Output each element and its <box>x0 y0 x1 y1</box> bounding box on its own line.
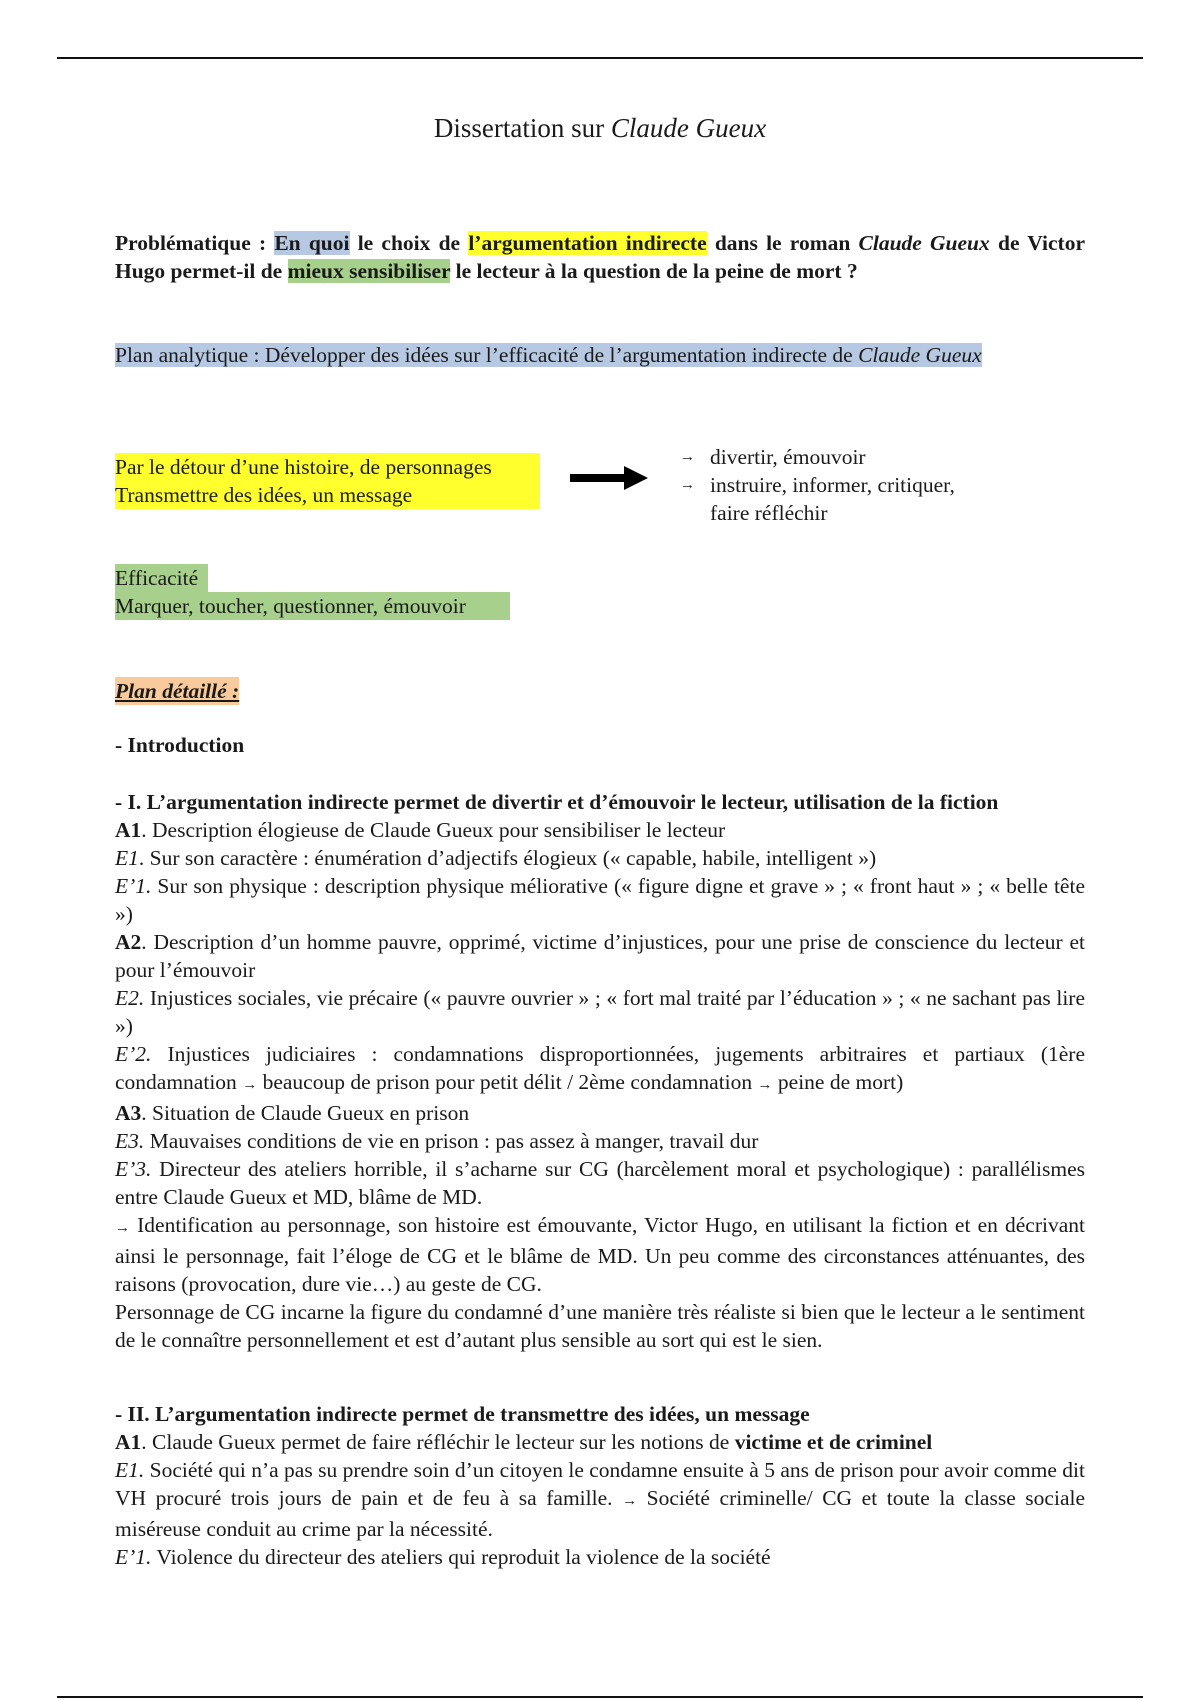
section-1-heading: - I. L’argumentation indirecte permet de divertir et d’émouvoir le lecteur, utilisation de la fiction <box>115 790 999 814</box>
introduction-heading: - Introduction <box>115 733 245 757</box>
paragraph: A3. Situation de Claude Gueux en prison <box>115 1101 470 1125</box>
section-2-heading: - II. L’argumentation indirecte permet de transmettre des idées, un message <box>115 1402 810 1426</box>
paragraph: A2. Description d’un homme pauvre, opprimé, victime d’injustices, pour une prise de conscience du lecteur et pour l’émouvoir <box>115 930 1085 982</box>
detour-outcomes <box>680 443 955 527</box>
paragraph: E’2. Injustices judiciaires : condamnations disproportionnées, jugements arbitraires et partiaux (1ère condamnation → beaucoup de prison pour petit délit / 2ème condamnation → peine de mort) <box>115 1042 1085 1094</box>
paragraph: E3. Mauvaises conditions de vie en prison : pas assez à manger, travail dur <box>115 1129 759 1153</box>
outcome-item: faire réfléchir <box>710 501 828 525</box>
paragraph: E1. Sur son caractère : énumération d’adjectifs élogieux (« capable, habile, intelligent ») <box>115 846 877 870</box>
paragraph: E’1. Violence du directeur des ateliers qui reproduit la violence de la société <box>115 1545 771 1569</box>
bottom-rule <box>57 1696 1143 1698</box>
paragraph: E’3. Directeur des ateliers horrible, il s’acharne sur CG (harcèlement moral et psychologique) : parallélismes entre Claude Gueux et MD, blâme de MD. <box>115 1157 1085 1209</box>
paragraph: E’1. Sur son physique : description physique méliorative (« figure digne et grave » ; « front haut » ; « belle tête ») <box>115 874 1085 926</box>
paragraph: → Identification au personnage, son histoire est émouvante, Victor Hugo, en utilisant la fiction et en décrivant ainsi le personnage, fait l’éloge de CG et le blâme de MD. Un peu comme des circonstances atténuantes, des raisons (provocation, dure vie…) au geste de CG. <box>115 1213 1085 1296</box>
paragraph: Personnage de CG incarne la figure du condamné d’une manière très réaliste si bien que le lecteur a le sentiment de le connaître personnellement et est d’autant plus sensible au sort qui est le sien. <box>115 1300 1085 1352</box>
page-title: Dissertation sur Claude Gueux <box>433 113 767 143</box>
top-rule <box>57 57 1143 59</box>
paragraph: A1. Claude Gueux permet de faire réfléchir le lecteur sur les notions de victime et de criminel <box>115 1430 933 1454</box>
detour-text: Par le détour d’une histoire, de personnages Transmettre des idées, un message <box>115 455 492 507</box>
small-arrow-icon: → <box>680 449 695 465</box>
efficacite-text: Efficacité Marquer, toucher, questionner, émouvoir <box>115 566 466 618</box>
problematique: Problématique : En quoi le choix de l’argumentation indirecte dans le roman Claude Gueux de Victor Hugo permet-il de mieux sensibiliser le lecteur à la question de la peine de mort ? <box>115 231 1086 283</box>
paragraph: E1. Société qui n’a pas su prendre soin d’un citoyen le condamne ensuite à 5 ans de prison pour avoir comme dit VH procuré trois jours de pain et de feu à sa famille. → Société criminelle/ CG et toute la classe sociale miséreuse conduit au crime par la nécessité. <box>115 1458 1086 1541</box>
small-arrow-icon: → <box>757 1077 773 1093</box>
small-arrow-icon: → <box>242 1077 258 1093</box>
outcome-item: → instruire, informer, critiquer, <box>680 473 955 497</box>
paragraph: E2. Injustices sociales, vie précaire (« pauvre ouvrier » ; « fort mal traité par l’éducation » ; « ne sachant pas lire ») <box>115 986 1085 1038</box>
paragraph: A1. Description élogieuse de Claude Gueux pour sensibiliser le lecteur <box>115 818 726 842</box>
outcome-item: → divertir, émouvoir <box>680 445 866 469</box>
small-arrow-icon: → <box>622 1493 638 1509</box>
plan-analytique: Plan analytique : Développer des idées sur l’efficacité de l’argumentation indirecte de Claude Gueux <box>115 343 982 367</box>
small-arrow-icon: → <box>115 1220 130 1236</box>
plan-detaille-heading: Plan détaillé : <box>115 679 240 703</box>
section-2 <box>115 1400 1085 1571</box>
section-1 <box>115 788 1085 1354</box>
right-arrow-icon <box>568 466 650 490</box>
small-arrow-icon: → <box>680 477 695 493</box>
